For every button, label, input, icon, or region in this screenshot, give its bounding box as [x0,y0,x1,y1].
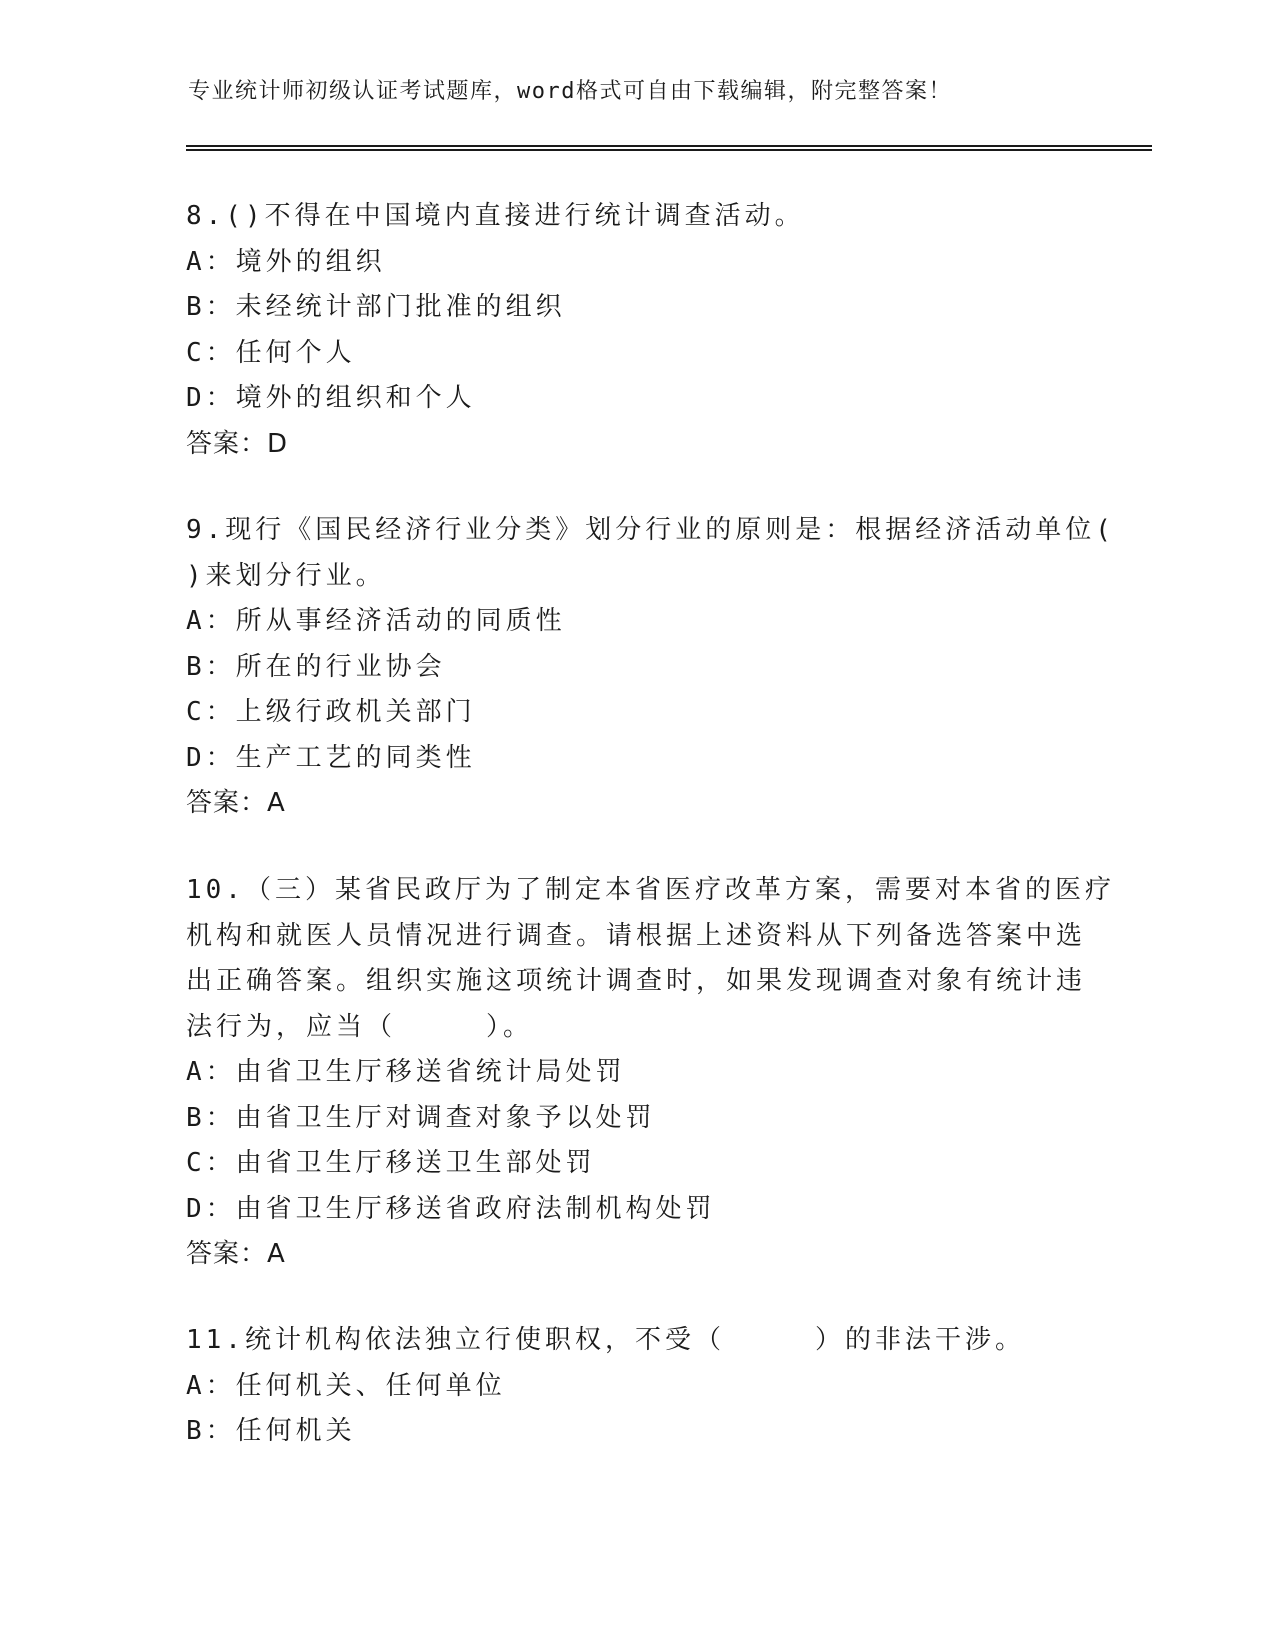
question-stem-line: 9.现行《国民经济行业分类》划分行业的原则是：根据经济活动单位( [186,515,1115,545]
question-stem-line: 出正确答案。组织实施这项统计调查时，如果发现调查对象有统计违 [186,966,1087,996]
question-stem-line: )来划分行业。 [186,560,386,591]
option-a: A：所从事经济活动的同质性 [186,606,566,636]
question-stem-line: 10.（三）某省民政厅为了制定本省医疗改革方案，需要对本省的医疗 [186,875,1115,905]
option-b: B：任何机关 [186,1416,356,1446]
question-stem-line: 法行为，应当（ ）。 [186,1011,534,1042]
option-b: B：所在的行业协会 [186,651,446,682]
header-divider [186,145,1152,151]
option-c: C：任何个人 [186,337,356,368]
option-d: D：境外的组织和个人 [186,383,476,413]
option-a: A：由省卫生厅移送省统计局处罚 [186,1057,626,1087]
question-11 [186,1318,1086,1455]
option-c: C：由省卫生厅移送卫生部处罚 [186,1148,596,1178]
answer-line: 答案：D [186,428,289,459]
option-b: B：未经统计部门批准的组织 [186,292,566,322]
option-d: D：生产工艺的同类性 [186,742,476,773]
question-9 [186,508,1115,827]
question-stem-line: 8.()不得在中国境内直接进行统计调查活动。 [186,201,805,231]
option-a: A：任何机关、任何单位 [186,1370,506,1401]
question-stem-line: 11.统计机构依法独立行使职权，不受（ ）的非法干涉。 [186,1325,1025,1355]
question-stem-line: 机构和就医人员情况进行调查。请根据上述资料从下列备选答案中选 [186,920,1087,951]
option-b: B：由省卫生厅对调查对象予以处罚 [186,1102,656,1133]
option-c: C：上级行政机关部门 [186,697,476,727]
answer-line: 答案：A [186,1239,286,1269]
question-10 [186,868,1115,1278]
option-d: D：由省卫生厅移送省政府法制机构处罚 [186,1193,716,1224]
answer-line: 答案：A [186,788,286,818]
page-header-text: 专业统计师初级认证考试题库，word格式可自由下载编辑，附完整答案！ [188,79,952,104]
option-a: A：境外的组织 [186,246,386,277]
question-8 [186,194,1086,467]
